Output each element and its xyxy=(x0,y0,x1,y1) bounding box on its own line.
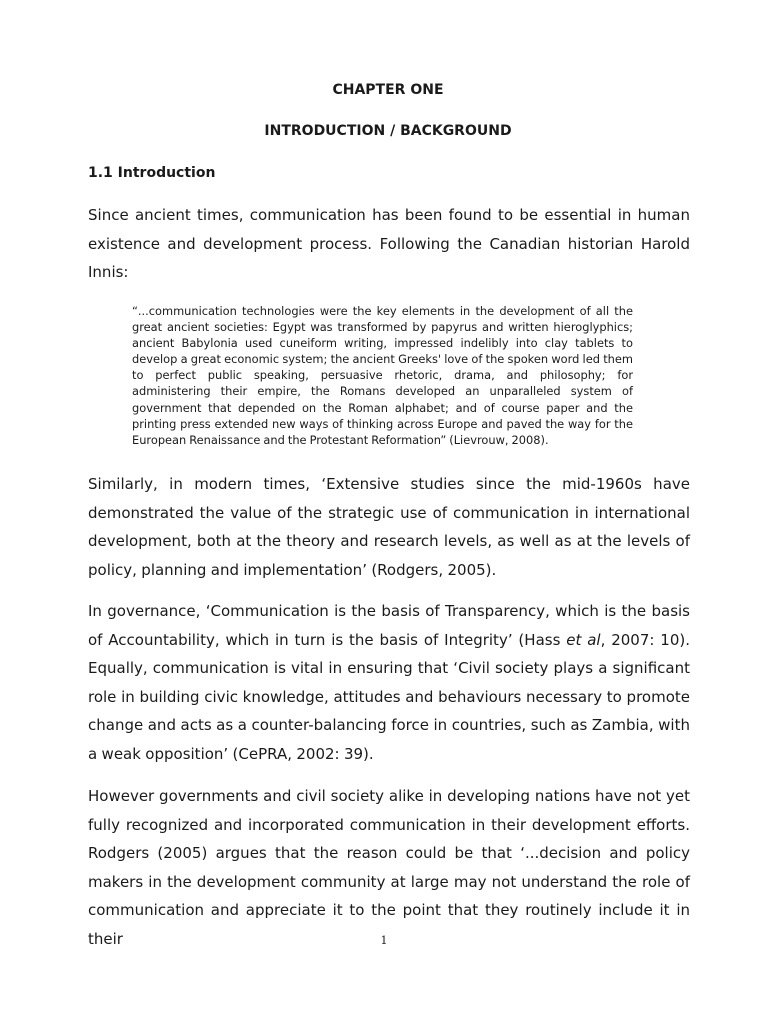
chapter-subtitle: INTRODUCTION / BACKGROUND xyxy=(264,123,512,139)
paragraph-developing-nations: However governments and civil society alike in developing nations have not yet fully recognized and incorporated communication in their development efforts. Rodgers (2005) argues that the reason could be that ‘...decision and policy makers in the development community at large may not understand the role of communication and appreciate it to the point that they routinely include it in their xyxy=(88,787,690,948)
block-quote: “...communication technologies were the key elements in the development of all the great ancient societies: Egypt was transformed by papyrus and written hieroglyphics; ancient Babylonia used cuneiform writing, impressed indelibly into clay tablets to develop a great economic system; the ancient Greeks' love of the spoken word led them to perfect public speaking, persuasive rhetoric, drama, and philosophy; for administering their empire, the Romans developed an unparalleled system of government that depended on the Roman alphabet; and of course paper and the printing press extended new ways of thinking across Europe and paved the way for the European Renaissance and the Protestant Reformation” (Lievrouw, 2008). xyxy=(132,304,633,447)
page-number: 1 xyxy=(380,934,388,947)
paragraph-modern-times: Similarly, in modern times, ‘Extensive studies since the mid-1960s have demonstrated the value of the strategic use of communication in international development, both at the theory and research levels, as well as at the levels of policy, planning and implementation’ (Rodgers, 2005). xyxy=(88,475,690,579)
paragraph-intro: Since ancient times, communication has been found to be essential in human existence and development process. Following the Canadian historian Harold Innis: xyxy=(88,206,690,282)
chapter-title: CHAPTER ONE xyxy=(332,82,444,98)
paragraph-governance-text-2: , 2007: 10). Equally, communication is vital in ensuring that ‘Civil society plays a significant role in building civic knowledge, attitudes and behaviours necessary to promote change and acts as a counter-balancing force in countries, such as Zambia, with a weak opposition’ (CePRA, 2002: 39). xyxy=(88,630,690,763)
paragraph-governance xyxy=(88,597,690,769)
citation-et-al: et al xyxy=(566,630,601,649)
paragraph-governance-text-1: In governance, ‘Communication is the basis of Transparency, which is the basis of Accountability, which in turn is the basis of Integrity’ (Hass xyxy=(88,602,690,649)
section-heading: 1.1 Introduction xyxy=(88,165,216,181)
